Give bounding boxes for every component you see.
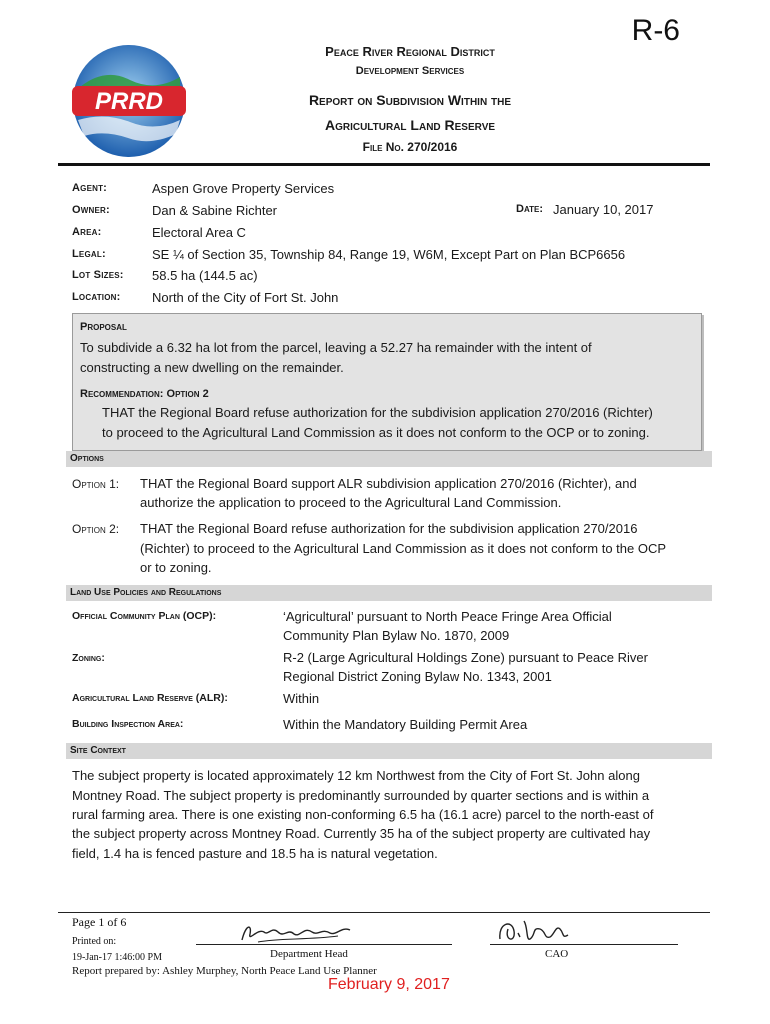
ocp-line2: Community Plan Bylaw No. 1870, 2009 <box>283 628 510 643</box>
printed-date: 19-Jan-17 1:46:00 PM <box>72 952 162 963</box>
option1-line1: THAT the Regional Board support ALR subdivision application 270/2016 (Richter), and <box>140 476 637 491</box>
file-number: File No. 270/2016 <box>362 140 458 154</box>
agent-value: Aspen Grove Property Services <box>152 181 335 196</box>
zoning-line2: Regional District Zoning Bylaw No. 1343, 2001 <box>283 669 552 684</box>
date-label: Date: <box>516 203 544 215</box>
site-context-line5: field, 1.4 ha is fenced pasture and 18.5 ha is natural vegetation. <box>72 846 438 861</box>
building-inspection-value: Within the Mandatory Building Permit Area <box>283 717 528 732</box>
recommendation-line2: to proceed to the Agricultural Land Commission as it does not conform to the OCP or to zoning. <box>102 425 650 440</box>
prrd-logo <box>70 42 188 160</box>
printed-on-label: Printed on: <box>72 936 117 947</box>
cao-label: CAO <box>545 948 569 960</box>
recommendation-heading: Recommendation: Option 2 <box>80 388 209 400</box>
site-context-line3: rural farming area. There is one existing non-conforming 6.5 ha (16.1 acre) parcel to the north-east of <box>72 807 654 822</box>
zoning-label: Zoning: <box>72 652 105 664</box>
proposal-box <box>72 313 702 451</box>
legal-value: SE ¼ of Section 35, Township 84, Range 19, W6M, Except Part on Plan BCP6656 <box>152 247 626 262</box>
policies-heading: Land Use Policies and Regulations <box>66 585 712 601</box>
date-value: January 10, 2017 <box>553 202 654 217</box>
page-number: Page 1 of 6 <box>72 915 127 929</box>
proposal-heading: Proposal <box>80 321 127 333</box>
lot-size-label: Lot Sizes: <box>72 269 124 281</box>
site-context-line4: the subject property across Montney Road. Currently 35 ha of the subject property are cultivated hay <box>72 826 651 841</box>
alr-label: Agricultural Land Reserve (ALR): <box>72 692 228 704</box>
option2-line3: or to zoning. <box>140 560 212 575</box>
option2-line1: THAT the Regional Board refuse authorization for the subdivision application 270/2016 <box>140 521 638 536</box>
footer-divider <box>58 912 710 913</box>
ocp-line1: ‘Agricultural’ pursuant to North Peace Fringe Area Official <box>283 609 612 624</box>
cao-signature <box>494 915 574 947</box>
owner-label: Owner: <box>72 204 110 216</box>
report-title-line2: Agricultural Land Reserve <box>324 117 496 133</box>
logo-text: PRRD <box>94 88 164 115</box>
site-context-line1: The subject property is located approximately 12 km Northwest from the City of Fort St. John along <box>72 768 640 783</box>
page-label: R-6 <box>631 14 680 47</box>
org-name: Peace River Regional District <box>325 44 495 59</box>
report-title-line1: Report on Subdivision Within the <box>308 92 512 108</box>
area-value: Electoral Area C <box>152 225 246 240</box>
site-context-line2: Montney Road. The subject property is predominantly surrounded by quarter sections and is within a <box>72 788 650 803</box>
options-heading: Options <box>66 451 712 467</box>
agent-label: Agent: <box>72 182 108 194</box>
option1-line2: authorize the application to proceed to the Agricultural Land Commission. <box>140 495 562 510</box>
site-context-heading: Site Context <box>66 743 712 759</box>
department-name: Development Services <box>355 65 465 77</box>
option2-line2: (Richter) to proceed to the Agricultural Land Commission as it does not conform to the OCP <box>140 541 667 556</box>
legal-label: Legal: <box>72 248 106 260</box>
building-inspection-label: Building Inspection Area: <box>72 718 184 730</box>
area-label: Area: <box>72 226 102 238</box>
recommendation-line1: THAT the Regional Board refuse authorization for the subdivision application 270/2016 (Richter) <box>102 405 653 420</box>
department-head-label: Department Head <box>270 948 348 960</box>
option2-label: Option 2: <box>72 522 120 536</box>
alr-value: Within <box>283 691 320 706</box>
proposal-line2: constructing a new dwelling on the remainder. <box>80 360 344 375</box>
proposal-line1: To subdivide a 6.32 ha lot from the parcel, leaving a 52.27 ha remainder with the intent of <box>80 340 592 355</box>
department-head-signature <box>238 920 356 946</box>
department-head-line <box>196 944 452 945</box>
lot-size-value: 58.5 ha (144.5 ac) <box>152 268 258 283</box>
header-divider <box>58 163 710 166</box>
zoning-line1: R-2 (Large Agricultural Holdings Zone) pursuant to Peace River <box>283 650 648 665</box>
ocp-label: Official Community Plan (OCP): <box>72 610 217 622</box>
prepared-by: Report prepared by: Ashley Murphey, North Peace Land Use Planner <box>72 965 377 977</box>
owner-value: Dan & Sabine Richter <box>152 203 278 218</box>
location-value: North of the City of Fort St. John <box>152 290 339 305</box>
cao-line <box>490 944 678 945</box>
stamp-date: February 9, 2017 <box>328 976 450 993</box>
option1-label: Option 1: <box>72 477 120 491</box>
location-label: Location: <box>72 291 121 303</box>
